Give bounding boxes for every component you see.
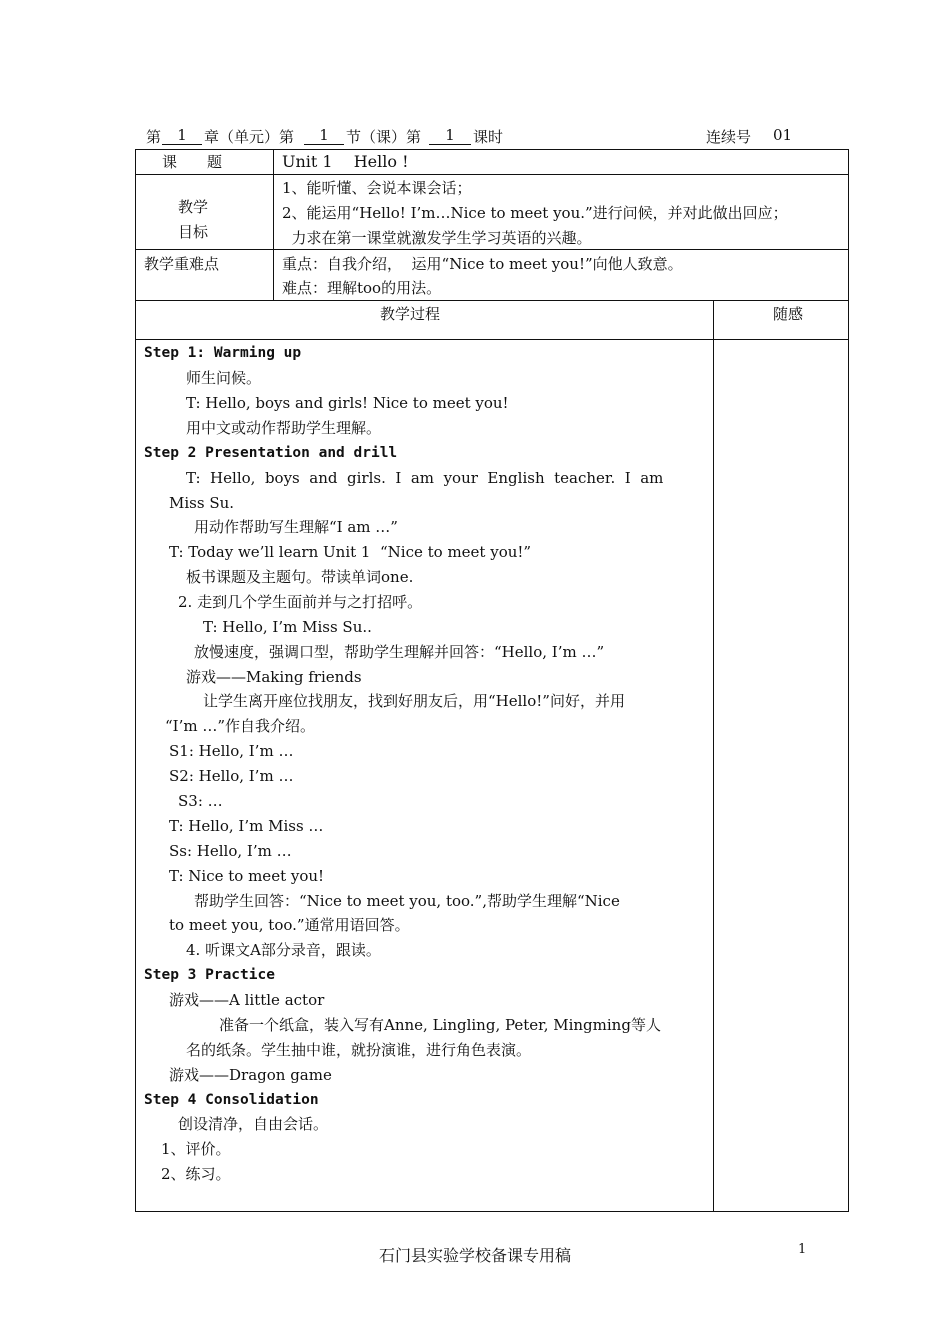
goal-label-line2: 目标 — [178, 223, 209, 241]
header-chapter-label: 章（单元）第 — [204, 128, 295, 146]
section-number: 1 — [304, 126, 344, 145]
key-points-label: 教学重难点 — [144, 255, 220, 273]
goal-item: 力求在第一课堂就激发学生学习英语的兴趣。 — [282, 229, 592, 247]
goal-item: 1、能听懂、会说本课会话； — [282, 179, 472, 197]
topic-label: 课 题 — [162, 153, 223, 171]
row-divider — [135, 300, 849, 301]
lesson-header — [146, 126, 836, 148]
process-line: 4. 听课文A部分录音，跟读。 — [186, 941, 381, 959]
serial-label: 连续号 — [706, 128, 752, 146]
process-line: 师生问候。 — [186, 369, 262, 387]
process-line: 创设清净，自由会话。 — [178, 1115, 329, 1133]
process-line: 准备一个纸盒，装入写有Anne, Lingling, Peter, Mingming等人 — [219, 1016, 661, 1034]
process-line: T: Nice to meet you! — [169, 867, 325, 885]
process-line: 2、练习。 — [161, 1165, 231, 1183]
row-divider — [135, 249, 849, 250]
lesson-number: 1 — [429, 126, 471, 145]
process-line: 1、评价。 — [161, 1140, 231, 1158]
step-heading: Step 4 Consolidation — [144, 1092, 319, 1108]
process-line: S3: … — [178, 792, 223, 810]
process-line: 用动作帮助写生理解“I am …” — [194, 518, 398, 536]
process-line: 用中文或动作帮助学生理解。 — [186, 419, 382, 437]
chapter-number: 1 — [162, 126, 202, 145]
process-line: 名的纸条。学生抽中谁，就扮演谁，进行角色表演。 — [186, 1041, 532, 1059]
step-heading: Step 1: Warming up — [144, 345, 302, 361]
process-line: S2: Hello, I’m … — [169, 767, 294, 785]
process-line: 游戏——A little actor — [169, 991, 325, 1009]
process-line: 让学生离开座位找朋友，找到好朋友后，用“Hello!”问好，并用 — [203, 692, 625, 710]
process-line: 游戏——Making friends — [186, 668, 362, 686]
process-line: S1: Hello, I’m … — [169, 742, 294, 760]
step-heading: Step 3 Practice — [144, 967, 275, 983]
goal-label-line1: 教学 — [178, 198, 209, 216]
topic-value: Unit 1 Hello ! — [282, 152, 409, 171]
process-line: Miss Su. — [169, 494, 235, 512]
notes-header: 随感 — [773, 305, 804, 323]
header-lesson-label: 课时 — [473, 128, 504, 146]
process-line: to meet you, too.”通常用语回答。 — [169, 916, 410, 934]
process-line: 游戏——Dragon game — [169, 1066, 332, 1084]
process-line: T: Hello, boys and girls! Nice to meet you! — [186, 394, 509, 412]
process-line: Ss: Hello, I’m … — [169, 842, 292, 860]
goal-item: 2、能运用“Hello! I’m…Nice to meet you.”进行问候，并对此做出回应； — [282, 204, 788, 222]
key-point: 重点：自我介绍， 运用“Nice to meet you!”向他人致意。 — [282, 255, 683, 273]
row-divider — [135, 174, 849, 175]
process-line: 板书课题及主题句。带读单词one. — [186, 568, 414, 586]
process-header: 教学过程 — [380, 305, 441, 323]
process-line: T: Hello, I’m Miss Su.. — [203, 618, 372, 636]
header-prefix: 第 — [146, 128, 162, 146]
process-line: “I’m …”作自我介绍。 — [165, 717, 316, 735]
page-number: 1 — [798, 1242, 807, 1257]
process-line: T: Hello, boys and girls. I am your English teacher. I am — [186, 469, 664, 487]
process-line: 帮助学生回答：“Nice to meet you, too.”,帮助学生理解“Nice — [194, 892, 620, 910]
key-point: 难点：理解too的用法。 — [282, 279, 442, 297]
header-section-label: 节（课）第 — [346, 128, 422, 146]
process-line: T: Hello, I’m Miss … — [169, 817, 324, 835]
step-heading: Step 2 Presentation and drill — [144, 445, 398, 461]
serial-value: 01 — [773, 126, 793, 144]
column-divider — [713, 300, 714, 1212]
school-footer: 石门县实验学校备课专用稿 — [378, 1246, 571, 1265]
row-divider — [135, 339, 849, 340]
process-line: 放慢速度，强调口型，帮助学生理解并回答：“Hello, I’m …” — [194, 643, 605, 661]
process-line: T: Today we’ll learn Unit 1 “Nice to meet you!” — [169, 543, 532, 561]
process-line: 2. 走到几个学生面前并与之打招呼。 — [178, 593, 423, 611]
column-divider — [273, 149, 274, 301]
